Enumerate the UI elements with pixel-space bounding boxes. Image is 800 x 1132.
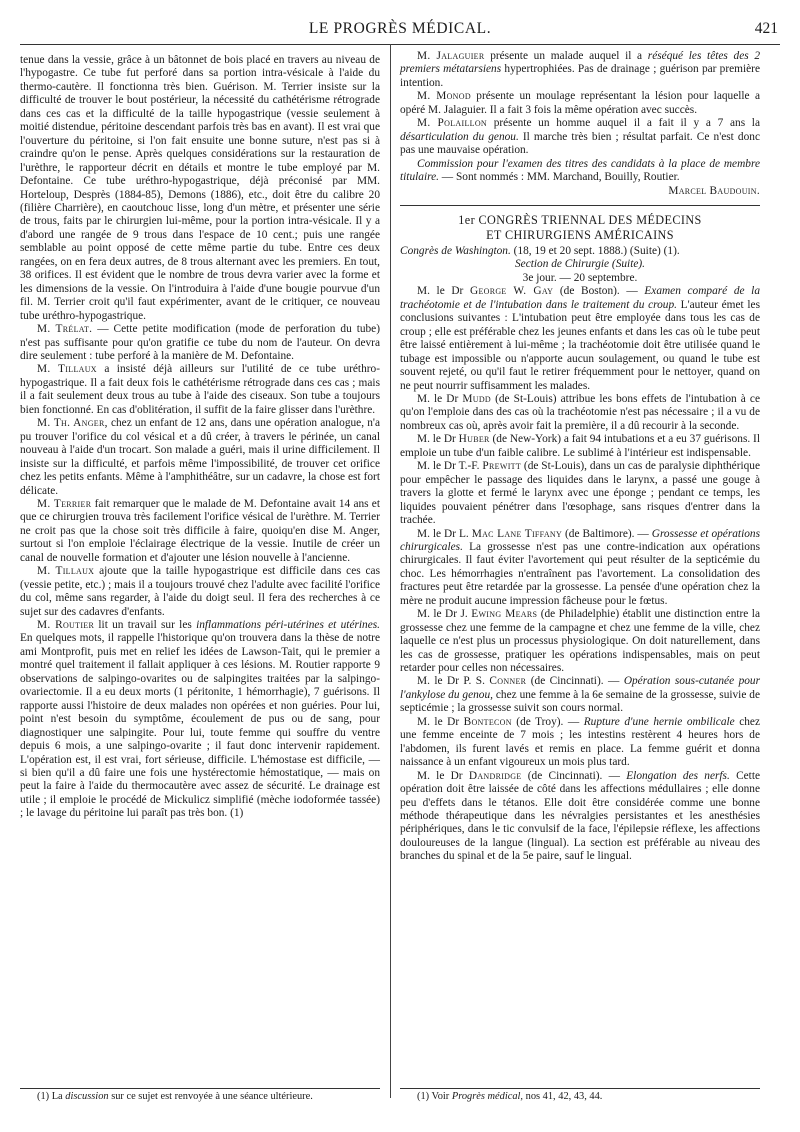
paragraph	[400, 608, 760, 675]
paragraph	[20, 417, 380, 498]
paragraph-text: (de St-Louis) attribue les bons effets de l'intubation à ce qu'on l'emploie dans des cas où la trachéotomie n'est pas nécessaire ; il a vu de nombreux cas où, après avoir fait la première, il a dû recourir à la seconde.	[400, 392, 760, 432]
paragraph	[400, 90, 760, 117]
footnote-text: nos 41, 42, 43, 44.	[523, 1091, 603, 1102]
speaker-name: Huber	[458, 433, 490, 446]
paragraph-text: M. le Dr	[417, 392, 463, 405]
italic-text: Rupture d'une hernie ombilicale	[583, 715, 735, 728]
paragraph-text: fait remarquer que le malade de M. Defontaine avait 14 ans et que ce chirurgien trouva très facilement l'orifice vésical de l'urèthre. M. Terrier ne croit pas que la chose soit très difficile à faire, quoiqu'en dise M. Anger, surtout si l'on emploie l'éclairage électrique de la vessie. Inutile de créer un canal de nouvelle formation et d'ajouter une lésion nouvelle à l'ancienne.	[20, 497, 380, 564]
speaker-name: Prewitt	[482, 460, 522, 473]
italic-text: Grossesse et opérations chirurgicales.	[400, 527, 760, 553]
paragraph-text: (de Troy). —	[511, 715, 584, 728]
paragraph-text: chez une femme à la 6e semaine de la grossesse, suivie de septicémie ; la grossesse suivit son cours normal.	[400, 688, 760, 715]
speaker-name: M. Trélat.	[37, 323, 93, 336]
paragraph-text: présente un moulage représentant la lésion pour laquelle a opéré M. Jalaguier. Il a fait 3 fois la même opération avec succès.	[400, 90, 760, 116]
signature-text: Marcel Baudouin.	[668, 184, 760, 197]
paragraph	[400, 460, 760, 527]
paragraph	[20, 619, 380, 821]
paragraph	[400, 675, 760, 715]
footnote-text: (1) Voir	[417, 1091, 452, 1102]
footnote-rule	[20, 1088, 380, 1089]
speaker-name: M. Tillaux	[37, 363, 97, 376]
footnote-text: (1) La	[37, 1091, 66, 1102]
congress-subtitle	[400, 245, 760, 258]
header-rule	[20, 44, 780, 45]
section-rule	[400, 205, 760, 206]
italic-text: Progrès médical,	[451, 1091, 524, 1102]
paragraph-text: Il marche très bien ; résultat parfait. Ce n'est donc pas une mauvaise opération.	[400, 130, 760, 157]
paragraph-text: M. le Dr	[417, 433, 459, 446]
paragraph-text: M. le Dr	[417, 285, 470, 298]
page-number: 421	[754, 20, 778, 37]
italic-text: réséqué les têtes des 2 premiers métatarsiens	[400, 50, 761, 76]
speaker-name: M. Jalaguier	[417, 50, 485, 62]
paragraph	[20, 363, 380, 417]
paragraph-text: L'auteur émet les conclusions suivantes : L'intubation peut être employée dans tous les cas de croup ; elle est préférable chez les jeunes enfants et dans les cas où le tube peut être laissé entièrement à lui-même ; la trachéotomie doit être utilisée quand le tubage est impossible ou n'apporte aucun soulagement, ou quand le tube est souvent rejeté, ou qu'il faut le retirer fréquemment pour le nettoyer, quand on ne peut nourrir suffisamment les malades.	[400, 298, 760, 392]
congress-title: 1er CONGRÈS TRIENNAL DES MÉDECINS	[458, 212, 702, 227]
speaker-name: M. Polaillon	[417, 117, 487, 130]
paragraph-text: M. le Dr	[417, 769, 469, 782]
paragraph-text: (de Philadelphie) établit une distinction entre la grossesse chez une femme de la campagne et chez une femme de la ville, chez laquelle ce n'est plus un processus physiologique. On doit naturellement, dans les cas de grossesse, pratiquer les opérations indispensables, mais on peut retarder pour celles non nécessaires.	[400, 608, 760, 675]
paragraph	[400, 50, 760, 90]
left-column	[20, 54, 380, 821]
paragraph-text: En quelques mots, il rappelle l'historique qu'on trouvera dans la thèse de notre ami Montprofit, puis met en relief les idées de Lawson-Tait, qui le premier a montré quel traitement il fallait appliquer à ces lésions. M. Routier rapporte 9 observations de salpingo-ovarites ou de salpingites traitées par la salpingo-ovariectomie. Il a eu deux morts (1 péritonite, 1 hémorrhagie), 7 guérisons. Il rapporte aussi l'histoire de deux malades non opérées et non guéries. Pour lui, point n'est besoin du symptôme, écoulement de pus ou de sang, pour diagnostiquer une salpingite. Pour lui, toute femme qui souffre du ventre depuis 6 mois, a une salpingo-ovarite ; il faut donc intervenir rapidement. L'opération est, il est vrai, fort sérieuse, difficile. L'hémostase est difficile, — si bien qu'il a dû faire une fois une hystérectomie hémostatique, — mais on peut la faire à l'aide du thermocautère avec assez de sécurité. Le drainage est utile ; il emploie le procédé de Mickulicz simplifié (mèche iodoformée tassée) ; le lavage du péritoine lui paraît pas très bon. (1)	[20, 632, 380, 820]
paragraph-text: Cette opération doit être laissée de côté dans les affections médullaires ; elle donne peu d'effets dans le tétanos. Elle doit être considérée comme une bonne méthode thérapeutique dans les névralgies persistantes et les anesthésies périphériques, dans le tic convulsif de la face, l'épilepsie réflexe, les affections douloureuses de la langue (lingual). La section est préférable au niveau des branches du spinal et de la 5e paire, sauf le lingual.	[400, 769, 761, 863]
paragraph-text: hypertrophiées. Pas de drainage ; guérison par première intention.	[400, 63, 760, 89]
paragraph-text: (de Cincinnati). —	[526, 675, 624, 688]
italic-text: Opération sous-cutanée pour l'ankylose du genou,	[400, 675, 760, 701]
italic-text: inflammations péri-utérines et utérines.	[196, 619, 380, 632]
speaker-name: M. Tillaux	[37, 565, 95, 578]
paragraph-text: présente un malade auquel il a	[484, 50, 648, 62]
speaker-name: George W. Gay	[469, 285, 554, 298]
paragraph	[20, 54, 380, 323]
paragraph-text: M. le Dr P. S.	[417, 675, 490, 688]
right-column	[400, 50, 760, 864]
speaker-name: Mac Lane Tiffany	[471, 527, 563, 540]
speaker-name: Ewing Mears	[471, 608, 538, 621]
paragraph-text: M. le Dr T.-F.	[417, 460, 483, 473]
speaker-name: M. Monod	[417, 90, 471, 103]
paragraph-text: M. le Dr J.	[417, 608, 472, 621]
paragraph-text: (18, 19 et 20 sept. 1888.) (Suite) (1).	[510, 244, 680, 257]
paragraph-text: tenue dans la vessie, grâce à un bâtonnet de bois placé en travers au niveau de l'hypogastre. Ce tube fut perforé dans sa portion intra-vésicale à l'aide du thermo-cautère. Il fonctionna très bien. Guérison. M. Terrier insiste sur la difficulté de trouver le bout postérieur, la nécessité du cathétérisme rétrograde dans ces cas et la difficulté de la taille hypogastrique (vessie seulement à moitié distendue, péritoine descendant parfois très bas en avant). Il est vrai que l'ouverture du péritoine, si l'on fait ensuite une bonne suture, n'est pas si à craindre qu'on le pense. Après quelques considérations sur la restauration de l'urèthre, le rapporteur décrit en détails et montre le tube employé par M. Defontaine. Ce tube uréthro-hypogastrique, déjà préconisé par MM. Horteloup, Desprès (1884-85), Demons (1886), etc., doit être du calibre 20 (filière Charrière), en caoutchouc lisse, long d'un mètre, et présenter une série de trous, faits par le chirurgien lui-même, pour la portion intra-vésicale. Il y a d'abord une rangée de 9 trous dans l'espace de 10 cent.; puis une rangée semblable au point opposé de cette même partie du tube. Entre ces deux rangées, on en fera deux autres, de 8 trous alternant avec les premiers. En tout, 38 orifices. Il est évident que le nombre de trous devra varier avec la forme et les dimensions de la vessie. On l'introduira à l'aide d'une bougie pourvue d'un fil. M. Terrier croit qu'il faut expérimenter, avant de le critiquer, ce nouveau tube uréthro-hypogastrique.	[20, 54, 380, 322]
italic-text: désarticulation du genou.	[400, 130, 519, 143]
speaker-name: M. Routier	[37, 619, 95, 632]
speaker-name: Conner	[489, 675, 527, 688]
italic-text: Examen comparé de la trachéotomie et de l'intubation dans le traitement du croup.	[400, 285, 760, 311]
paragraph	[20, 323, 380, 363]
footnote	[20, 1091, 380, 1103]
signature	[400, 185, 760, 198]
italic-text: Congrès de Washington.	[400, 244, 511, 257]
footnote	[400, 1091, 760, 1103]
speaker-name: Mudd	[462, 392, 491, 405]
paragraph	[400, 117, 760, 157]
paragraph-text: (de Boston). —	[553, 285, 645, 298]
day-heading: 3e jour. — 20 septembre.	[522, 271, 638, 284]
section-heading: Section de Chirurgie (Suite).	[514, 258, 645, 271]
italic-text: Elongation des nerfs.	[626, 769, 730, 782]
paragraph	[20, 565, 380, 619]
paragraph-text: (de Cincinnati). —	[521, 769, 627, 782]
paragraph-text: (de St-Louis), dans un cas de paralysie diphthérique pour empêcher le passage des liquides dans le larynx, a passé une gouge à travers la glotte et fermé le larynx avec une éponge ; pendant ce temps, les liquides pouvaient pénétrer dans l'œsophage, sans risques d'entrer dans la trachée.	[400, 460, 760, 527]
paragraph	[400, 716, 760, 770]
speaker-name: M. Terrier	[37, 497, 92, 510]
column-divider	[390, 44, 391, 1098]
speaker-name: M. Th. Anger,	[37, 417, 108, 430]
paragraph-text: (de New-York) a fait 94 intubations et a eu 37 guérisons. Il emploie un tube d'un faible calibre. Le sublimé à l'intérieur est indispensable.	[400, 433, 760, 459]
paragraph-text: ajoute que la taille hypogastrique est difficile dans ces cas (vessie petite, etc.) ; mais il a toujours trouvé chez l'adulte avec facilité l'orifice du col, même sans regarder, à l'aide du doigt seul. Il fera des recherches à ce sujet sur des cadavres d'enfants.	[20, 565, 380, 618]
paragraph	[400, 770, 760, 864]
congress-title: ET CHIRURGIENS AMÉRICAINS	[486, 228, 674, 243]
footnote-text: sur ce sujet est renvoyée à une séance ultérieure.	[108, 1091, 313, 1102]
paragraph	[400, 393, 760, 433]
speaker-name: Bontecon	[463, 715, 512, 728]
italic-text: Commission pour l'examen des titres des candidats à la place de membre titulaire.	[400, 157, 760, 184]
paragraph-text: — Cette petite modification (mode de perforation du tube) n'est pas suffisante pour qu'on gratifie ce tube du nom de l'auteur. On devra dire seulement : tube perforé à la manière de M. Defontaine.	[20, 323, 380, 362]
italic-text: discussion	[65, 1091, 109, 1102]
left-footnote-block	[20, 1084, 380, 1103]
paragraph-text: — Sont nommés : MM. Marchand, Bouilly, Routier.	[438, 171, 680, 184]
paragraph-text: lit un travail sur les	[94, 619, 197, 632]
paragraph-text: a insisté déjà ailleurs sur l'utilité de ce tube uréthro-hypogastrique. Il a fait deux fois le cathétérisme rétrograde dans ces cas ; mais il a fait seulement deux trous au tube à l'aide des ciseaux. Son tube a toujours bien fonctionné. En cas d'oblitération, il suffit de la faire glisser dans l'urèthre.	[20, 363, 380, 416]
paragraph-text: (de Baltimore). —	[562, 527, 652, 540]
paragraph-text: chez une femme enceinte de 7 mois ; les intestins restèrent 4 heures hors de l'abdomen, ils furent lavés et remis en place. La femme guérit et donna naissance à un enfant vigoureux un mois plus tard.	[400, 715, 760, 769]
paragraph	[400, 528, 760, 609]
paragraph	[400, 285, 760, 393]
running-title: LE PROGRÈS MÉDICAL.	[308, 20, 492, 37]
paragraph	[400, 433, 760, 460]
paragraph-text: La grossesse n'est pas une contre-indication aux opérations chirurgicales. Il faut éviter l'avortement qui peut résulter de la septicémie du choc. Les hémorrhagies n'entraînent pas l'avortement. La consolidation des fractures peut être retardée par la grossesse. La pensée d'une opération chez la mère ne produit aucune impression fâcheuse pour le fœtus.	[400, 540, 760, 607]
right-footnote-block	[400, 1084, 760, 1103]
speaker-name: Dandridge	[468, 769, 522, 782]
footnote-rule	[400, 1088, 760, 1089]
page-header	[20, 20, 780, 46]
paragraph	[400, 158, 760, 185]
paragraph	[20, 498, 380, 565]
paragraph-text: présente un homme auquel il a fait il y a 7 ans la	[486, 117, 760, 130]
paragraph-text: M. le Dr	[417, 715, 464, 728]
paragraph-text: chez un enfant de 12 ans, dans une opération analogue, n'a pu trouver l'orifice du col vésical et a dû créer, à travers le périnée, un canal nouveau à l'aide d'un trocart. Son malade a guéri, mais il urine difficilement. Il insiste sur la difficulté, et parfois même l'impossibilité, de trouver cet orifice chez les petits enfants. Même à l'amphithéâtre, sur un cadavre, la chose est fort délicate.	[20, 417, 380, 497]
paragraph-text: M. le Dr L.	[417, 527, 472, 540]
